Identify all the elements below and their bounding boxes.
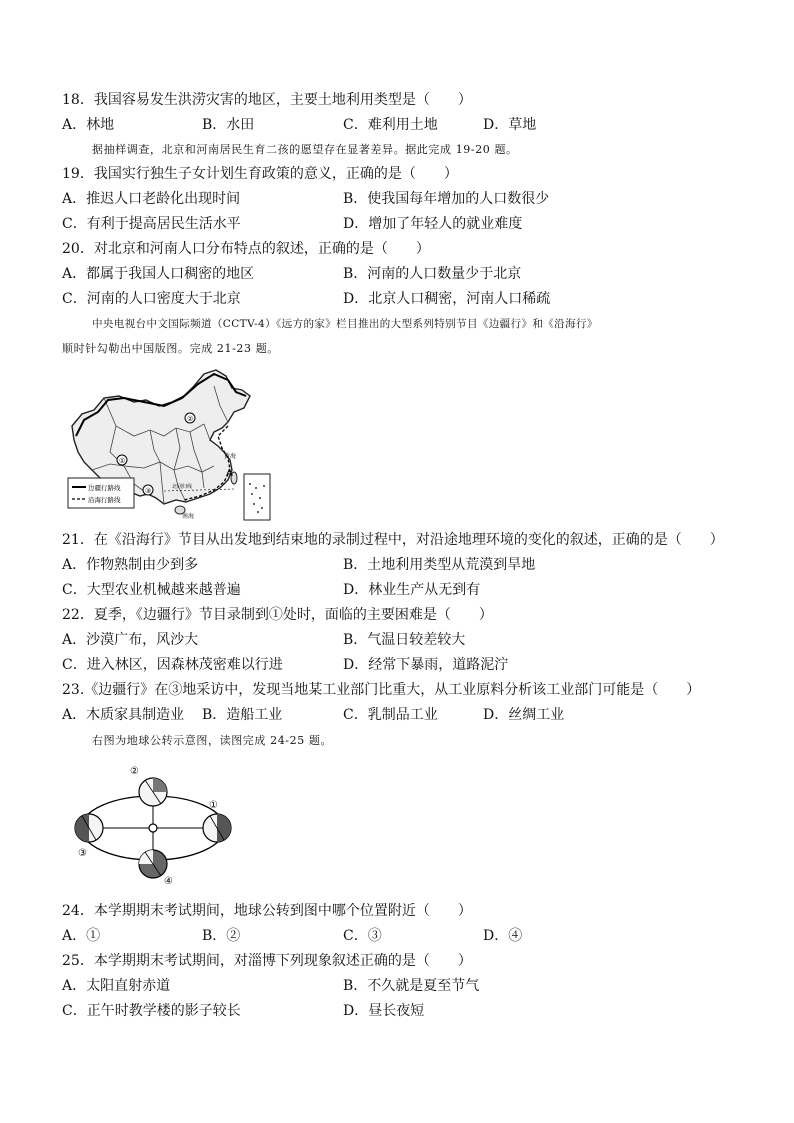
question-18-stem: 18．我国容易发生洪涝灾害的地区，主要土地利用类型是（ ） <box>62 92 472 108</box>
legend-coast-route: 沿海行路线 <box>88 496 121 504</box>
q23-option-d[interactable]: D．丝绸工业 <box>483 707 565 723</box>
q20-option-a[interactable]: A．都属于我国人口稠密的地区 <box>62 266 255 282</box>
south-china-sea-inset <box>244 474 270 520</box>
q24-option-b[interactable]: B．② <box>202 928 241 944</box>
q18-option-c[interactable]: C．难利用土地 <box>343 117 438 133</box>
q23-option-c[interactable]: C．乳制品工业 <box>343 707 438 723</box>
question-23-stem: 23.《边疆行》在③地采访中，发现当地某工业部门比重大，从工业原料分析该工业部门可能是（ ） <box>62 682 701 698</box>
q21-option-c[interactable]: C．大型农业机械越来越普遍 <box>62 582 241 598</box>
orbit-label-2: ② <box>130 766 139 777</box>
q22-option-a[interactable]: A．沙漠广布，风沙大 <box>62 632 199 648</box>
q21-option-d[interactable]: D．林业生产从无到有 <box>343 582 481 598</box>
q25-option-c[interactable]: C．正午时教学楼的影子较长 <box>62 1003 241 1019</box>
orbit-label-1: ① <box>209 800 218 811</box>
q24-option-a[interactable]: A．① <box>62 928 101 944</box>
q18-option-d[interactable]: D．草地 <box>483 117 537 133</box>
question-22-stem: 22．夏季，《边疆行》节目录制到①处时，面临的主要困难是（ ） <box>62 607 493 623</box>
q22-option-d[interactable]: D．经常下暴雨，道路泥泞 <box>343 657 509 673</box>
q22-option-c[interactable]: C．进入林区，因森林茂密难以行进 <box>62 657 283 673</box>
china-map-figure <box>64 366 274 524</box>
q19-option-d[interactable]: D．增加了年轻人的就业难度 <box>343 216 523 232</box>
q22-option-b[interactable]: B．气温日较差较大 <box>343 632 466 648</box>
map-label-3: ③ <box>145 487 152 495</box>
orbit-label-4: ④ <box>164 876 173 887</box>
q23-option-b[interactable]: B．造船工业 <box>202 707 283 723</box>
q20-option-b[interactable]: B．河南的人口数量少于北京 <box>343 266 522 282</box>
question-20-stem: 20．对北京和河南人口分布特点的叙述，正确的是（ ） <box>62 241 430 257</box>
q18-option-b[interactable]: B．水田 <box>202 117 255 133</box>
sun-icon <box>149 824 157 832</box>
question-19-stem: 19．我国实行独生子女计划生育政策的意义，正确的是（ ） <box>62 166 458 182</box>
question-24-stem: 24．本学期期末考试期间，地球公转到图中哪个位置附近（ ） <box>62 903 472 919</box>
map-label-beihuigui: 北回归线 <box>172 484 193 490</box>
map-label-a: A <box>226 468 233 479</box>
q25-option-b[interactable]: B．不久就是夏至节气 <box>343 978 480 994</box>
intro-21-23-line2: 顺时针勾勒出中国版图。完成 21-23 题。 <box>62 342 279 355</box>
q25-option-d[interactable]: D．昼长夜短 <box>343 1003 425 1019</box>
map-label-1: ① <box>119 457 126 465</box>
q23-option-a[interactable]: A．木质家具制造业 <box>62 707 185 723</box>
question-21-stem: 21．在《沿海行》节目从出发地到结束地的录制过程中，对沿途地理环境的变化的叙述，正确的是（ ） <box>62 532 724 548</box>
q21-option-a[interactable]: A．作物熟制由少到多 <box>62 557 199 573</box>
map-label-2: ② <box>187 415 194 423</box>
earth-orbit-svg <box>64 760 242 890</box>
q19-option-b[interactable]: B．使我国每年增加的人口数很少 <box>343 191 550 207</box>
q24-option-c[interactable]: C．③ <box>343 928 382 944</box>
intro-19-20: 据抽样调查，北京和河南居民生育二孩的愿望存在显著差异。据此完成 19-20 题。 <box>92 143 518 156</box>
intro-24-25: 右图为地球公转示意图，读图完成 24-25 题。 <box>92 734 333 747</box>
orbit-label-3: ③ <box>78 848 87 859</box>
q24-option-d[interactable]: D．④ <box>483 928 523 944</box>
q19-option-a[interactable]: A．推迟人口老龄化出现时间 <box>62 191 241 207</box>
q21-option-b[interactable]: B．土地利用类型从荒漠到旱地 <box>343 557 536 573</box>
earth-orbit-figure <box>64 760 242 890</box>
q18-option-a[interactable]: A．林地 <box>62 117 115 133</box>
map-label-nanhai: 南海 <box>182 513 195 520</box>
q19-option-c[interactable]: C．有利于提高居民生活水平 <box>62 216 241 232</box>
q25-option-a[interactable]: A．太阳直射赤道 <box>62 978 171 994</box>
intro-21-23-line1: 中央电视台中文国际频道（CCTV-4）《远方的家》栏目推出的大型系列特别节目《边疆行》和《沿海行》 <box>92 318 598 330</box>
question-25-stem: 25．本学期期末考试期间，对淄博下列现象叙述正确的是（ ） <box>62 953 472 969</box>
q20-option-d[interactable]: D．北京人口稠密，河南人口稀疏 <box>343 291 551 307</box>
legend-border-route: 边疆行路线 <box>88 484 121 492</box>
q20-option-c[interactable]: C．河南的人口密度大于北京 <box>62 291 241 307</box>
china-map-svg <box>64 366 274 524</box>
map-label-huanghai: 黄海 <box>224 453 237 460</box>
